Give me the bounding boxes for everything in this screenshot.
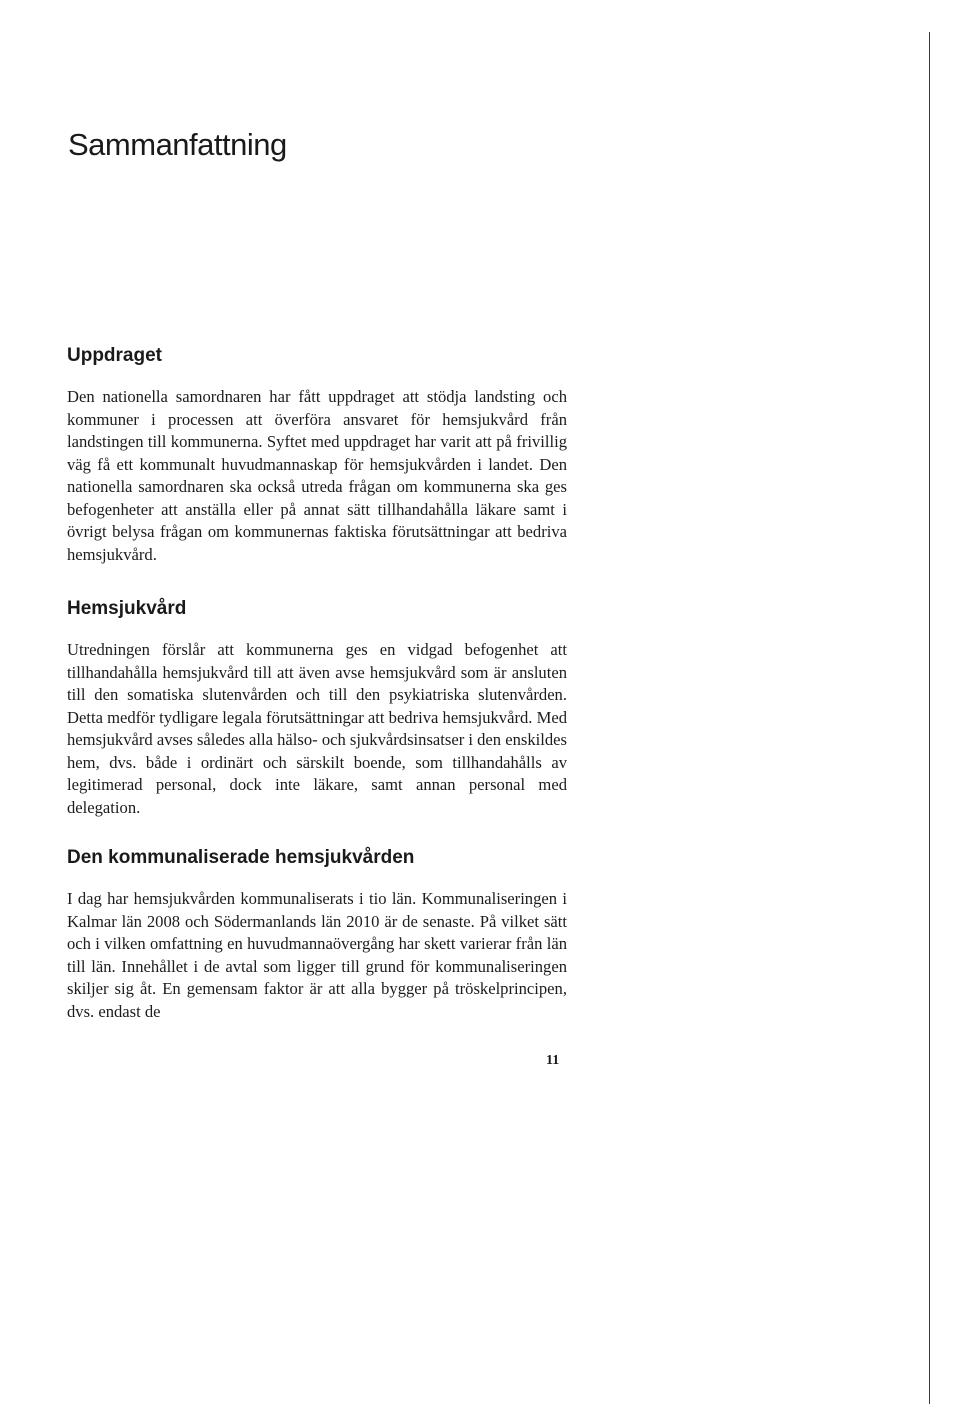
section-uppdraget [67,344,567,566]
section-body: I dag har hemsjukvården kommunaliserats i tio län. Kommunaliseringen i Kalmar län 2008 och Södermanlands län 2010 är de senaste. På vilket sätt och i vilken omfattning en huvudmannaövergång har skett varierar från län till län. Innehållet i de avtal som ligger till grund för kommunaliseringen skiljer sig åt. En gemensam faktor är att alla bygger på tröskelprincipen, dvs. endast de [67,889,567,1021]
section-heading: Den kommunaliserade hemsjukvården [67,847,415,868]
section-heading: Uppdraget [67,345,162,366]
section-body: Den nationella samordnaren har fått uppdraget att stödja landsting och kommuner i processen att överföra ansvaret för hemsjukvård från landstingen till kommunerna. Syftet med uppdraget har varit att på frivillig väg få ett kommunalt huvudmannaskap för hemsjukvården i landet. Den nationella samordnaren ska också utreda frågan om kommunerna ska ges befogenheter att anställa eller på annat sätt tillhandahålla läkare samt i övrigt belysa frågan om kommunernas faktiska förutsättningar att bedriva hemsjukvård. [67,387,567,564]
page-number: 11 [546,1053,560,1068]
section-heading: Hemsjukvård [67,598,187,619]
page-title: Sammanfattning [68,127,287,162]
scan-edge-line [929,32,930,1404]
section-hemsjukvard [67,597,567,819]
section-kommunaliserade-hemsjukvarden [67,846,567,1023]
section-body: Utredningen förslår att kommunerna ges en vidgad befogenhet att tillhandahålla hemsjukvård till att även avse hemsjukvård som är ansluten till den somatiska slutenvården och till den psykiatriska slutenvården. Detta medför tydligare legala förutsättningar att bedriva hemsjukvård. Med hemsjukvård avses således alla hälso- och sjukvårdsinsatser i den enskildes hem, dvs. både i ordinärt och särskilt boende, som tillhandahålls av legitimerad personal, dock inte läkare, samt annan personal med delegation. [67,640,567,817]
